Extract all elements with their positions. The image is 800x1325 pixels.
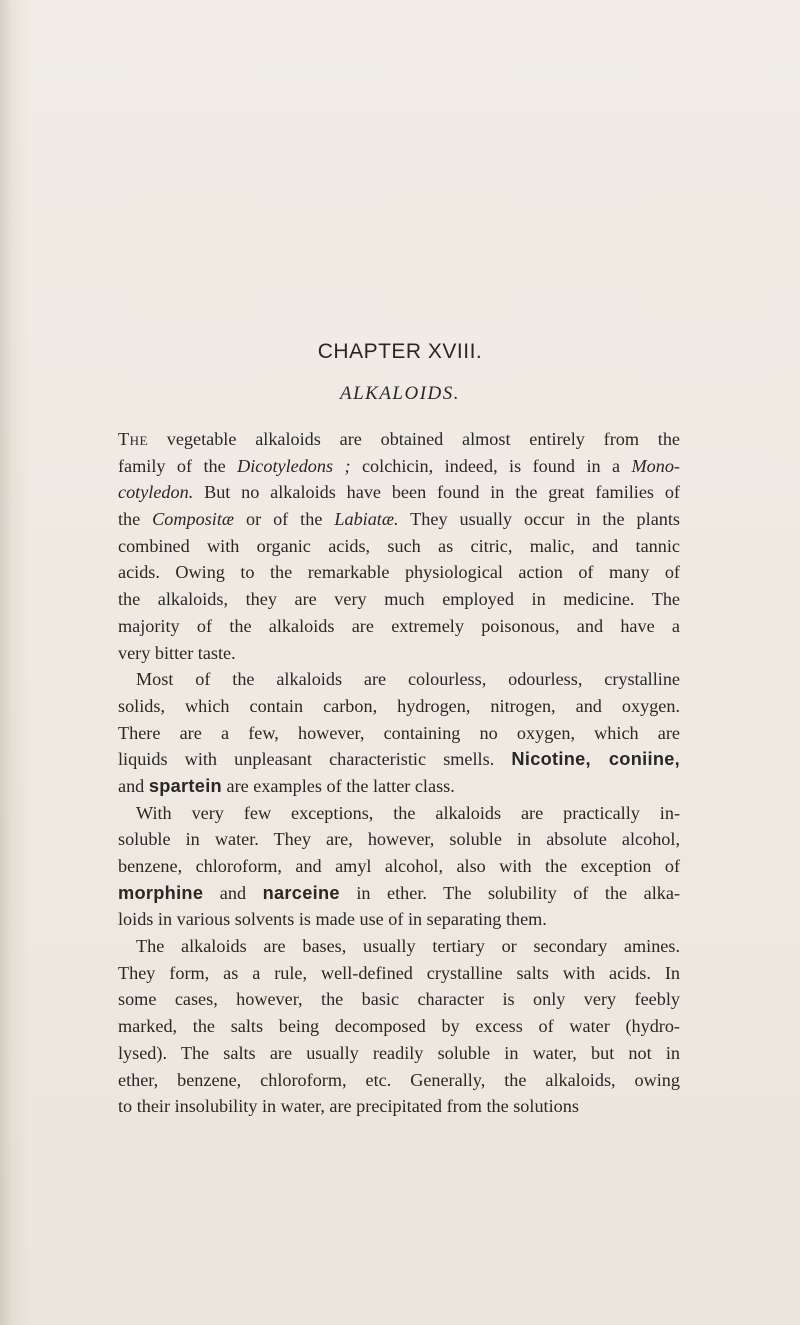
text-run: or of the [234,509,335,530]
text-run: the alkaloids, they are very much employed in medicine. The [118,589,680,610]
text-run: With very few exceptions, the alkaloids are practically in- [136,802,680,823]
text-run: Dicotyledons ; [237,455,351,476]
body-text [118,426,680,1120]
paragraph-4-line [118,933,680,960]
paragraph-3-line [118,906,680,933]
text-run: cotyledon. [118,482,194,503]
text-run: But no alkaloids have been found in the great families of [193,482,680,503]
text-run: Nicotine, coniine, [511,749,680,770]
text-run: benzene, chloroform, and amyl alcohol, also with the exception of [118,856,680,876]
paragraph-4-line [118,960,680,987]
paragraph-2-line [118,666,680,693]
text-run: and [118,775,149,796]
text-run: acids. Owing to the remarkable physiological action of many of [118,562,680,583]
text-run: liquids with unpleasant characteristic smells. [118,749,512,770]
text-run: in ether. The solubility of the alka- [339,882,681,903]
text-run: lysed). The salts are usually readily soluble in water, but not in [118,1042,680,1063]
text-run: morphine [118,882,204,903]
text-run: Compositæ [152,509,235,530]
paragraph-2-line [118,773,680,800]
text-run: colchicin, indeed, is found in a [350,455,632,476]
text-run: Most of the alkaloids are colourless, odourless, crystalline [136,669,680,690]
paragraph-2-line [118,720,680,747]
text-run: Mono- [631,455,680,476]
text-run: majority of the alkaloids are extremely poisonous, and have a [118,615,680,636]
text-run: soluble in water. They are, however, soluble in absolute alcohol, [118,829,680,850]
text-run: very bitter taste. [118,642,236,663]
chapter-heading: CHAPTER XVIII. [317,340,483,363]
chapter-title: ALKALOIDS. [339,383,461,404]
paragraph-3-line [118,800,680,827]
paragraph-4-line [118,986,680,1013]
paragraph-1-line [118,533,680,560]
paragraph-4-line [118,1067,680,1094]
paragraph-1-line [118,613,680,640]
text-run: They usually occur in the plants [398,509,680,530]
paragraph-1-line [118,453,680,480]
text-run: are examples of the latter class. [221,775,455,796]
text-run: Labiatæ. [334,509,399,530]
text-run: There are a few, however, containing no oxygen, which are [118,722,680,743]
paragraph-2-line [118,693,680,720]
paragraph-1-line [118,479,680,506]
paragraph-1-line [118,506,680,533]
text-run: loids in various solvents is made use of in separating them. [118,909,547,930]
paragraph-3-line [118,826,680,853]
text-run: marked, the salts being decomposed by excess of water (hydro- [118,1016,680,1037]
paragraph-1-line [118,586,680,613]
paragraph-3-line [118,880,680,907]
text-run: spartein [148,775,222,796]
paragraph-1-line [118,640,680,667]
text-run: to their insolubility in water, are precipitated from the solutions [118,1096,579,1117]
text-run: and [203,882,263,903]
text-run: solids, which contain carbon, hydrogen, nitrogen, and oxygen. [118,695,680,716]
text-run: some cases, however, the basic character is only very feebly [118,989,680,1010]
text-run: the [118,509,153,530]
paragraph-1-line [118,426,680,453]
text-run: combined with organic acids, such as citric, malic, and tannic [118,535,680,556]
text-run: They form, as a rule, well-defined crystalline salts with acids. In [118,962,680,983]
paragraph-2-line [118,746,680,773]
text-run: family of the [118,455,238,476]
text-run: narceine [262,882,340,903]
text-run: ether, benzene, chloroform, etc. Generally, the alkaloids, owing [118,1069,680,1090]
text-run: The alkaloids are bases, usually tertiary or secondary amines. [136,936,680,957]
paragraph-3-line [118,853,680,880]
paragraph-4-line [118,1093,680,1120]
paragraph-4-line [118,1013,680,1040]
text-run: vegetable alkaloids are obtained almost entirely from the [147,429,680,449]
paragraph-4-line [118,1040,680,1067]
paragraph-1-line [118,559,680,586]
text-run: The [118,429,148,449]
